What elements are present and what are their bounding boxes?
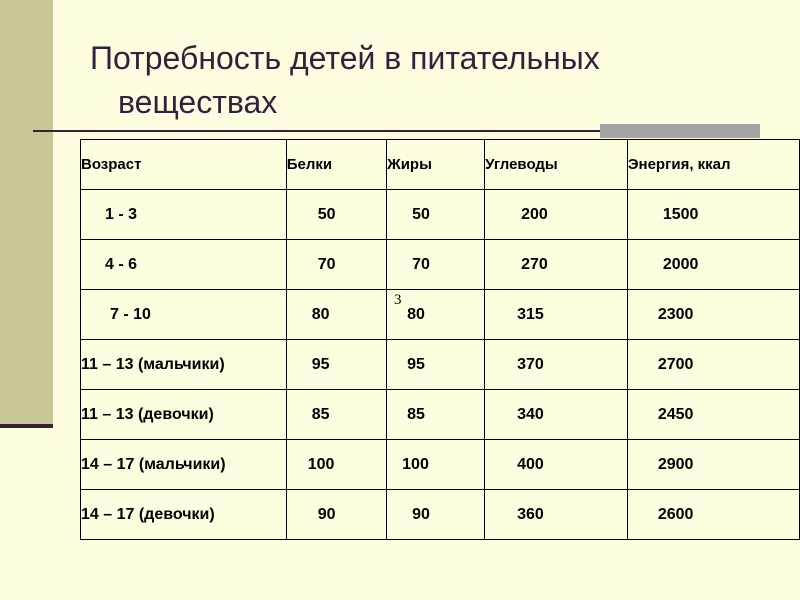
cell-protein: 100 — [286, 440, 386, 490]
cell-age: 14 – 17 (мальчики) — [81, 440, 287, 490]
cell-age: 11 – 13 (девочки) — [81, 390, 287, 440]
left-decor-line — [0, 424, 53, 428]
cell-age: 14 – 17 (девочки) — [81, 490, 287, 540]
cell-age: 11 – 13 (мальчики) — [81, 340, 287, 390]
table-row — [81, 240, 800, 290]
cell-fat: 95 — [387, 340, 485, 390]
table-row — [81, 340, 800, 390]
header-age: Возраст — [81, 140, 287, 190]
cell-energy: 2900 — [627, 440, 799, 490]
cell-protein: 80 — [286, 290, 386, 340]
cell-carbs: 340 — [485, 390, 628, 440]
title-underline-accent — [600, 124, 760, 138]
table-row — [81, 290, 800, 340]
slide-title — [90, 36, 740, 124]
cell-energy: 2700 — [627, 340, 799, 390]
left-decor-bar — [0, 0, 53, 428]
table-row — [81, 490, 800, 540]
cell-protein: 90 — [286, 490, 386, 540]
cell-fat: 80 — [387, 290, 485, 340]
table-row — [81, 440, 800, 490]
cell-protein: 95 — [286, 340, 386, 390]
cell-protein: 70 — [286, 240, 386, 290]
cell-energy: 2300 — [627, 290, 799, 340]
cell-carbs: 270 — [485, 240, 628, 290]
cell-age: 7 - 10 — [81, 290, 287, 340]
cell-energy: 1500 — [627, 190, 799, 240]
cell-carbs: 200 — [485, 190, 628, 240]
cell-protein: 50 — [286, 190, 386, 240]
cell-carbs: 400 — [485, 440, 628, 490]
cell-fat: 50 — [387, 190, 485, 240]
cell-carbs: 360 — [485, 490, 628, 540]
header-carbs: Углеводы — [485, 140, 628, 190]
cell-energy: 2450 — [627, 390, 799, 440]
cell-fat: 85 — [387, 390, 485, 440]
table-row — [81, 390, 800, 440]
cell-age: 4 - 6 — [81, 240, 287, 290]
slide-title-line1: Потребность детей в питательных — [90, 40, 600, 76]
cell-age: 1 - 3 — [81, 190, 287, 240]
cell-fat: 90 — [387, 490, 485, 540]
cell-fat: 100 — [387, 440, 485, 490]
stray-mark: 3 — [394, 292, 402, 308]
header-protein: Белки — [286, 140, 386, 190]
cell-carbs: 315 — [485, 290, 628, 340]
cell-energy: 2600 — [627, 490, 799, 540]
cell-fat: 70 — [387, 240, 485, 290]
cell-energy: 2000 — [627, 240, 799, 290]
table-header-row — [81, 140, 800, 190]
header-fat: Жиры — [387, 140, 485, 190]
nutrient-table — [80, 139, 800, 540]
header-energy: Энергия, ккал — [627, 140, 799, 190]
cell-carbs: 370 — [485, 340, 628, 390]
cell-protein: 85 — [286, 390, 386, 440]
slide-title-line2: веществах — [118, 84, 278, 120]
table-row — [81, 190, 800, 240]
